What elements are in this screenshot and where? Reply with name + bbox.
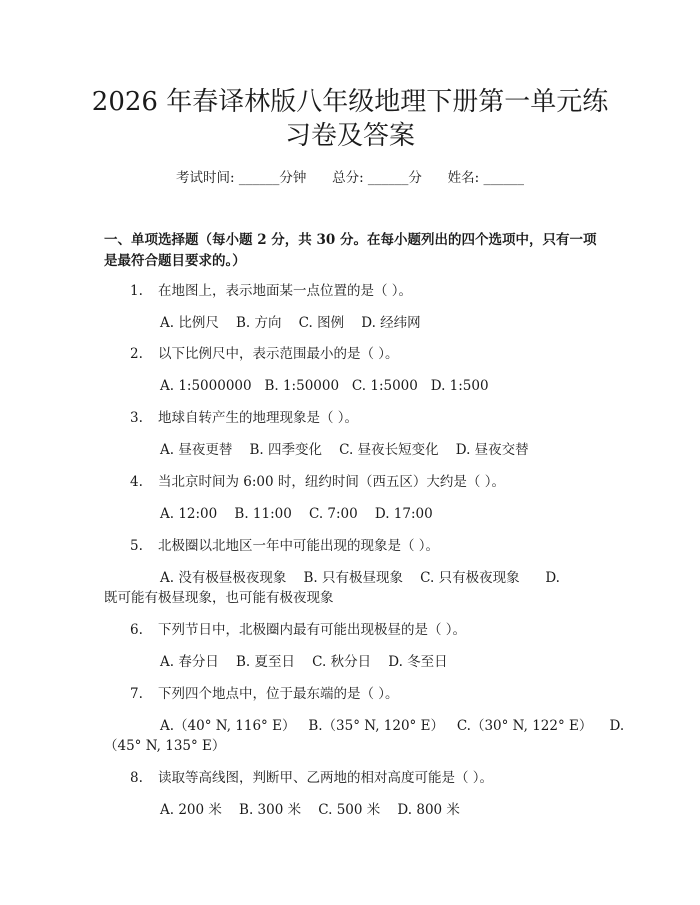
question-5 (130, 536, 439, 557)
question-2-options: A. 1:5000000 B. 1:50000 C. 1:5000 D. 1:500 (160, 378, 489, 394)
question-text: 地球自转产生的地理现象是（ ）。 (158, 410, 359, 426)
question-number: 7. (130, 686, 143, 702)
question-3 (130, 408, 358, 429)
question-7-options-continued: （45° N, 135° E） (104, 738, 226, 754)
question-text: 北极圈以北地区一年中可能出现的现象是（ ）。 (158, 538, 440, 554)
question-4-options: A. 12:00 B. 11:00 C. 7:00 D. 17:00 (160, 506, 433, 522)
question-text: 下列节日中，北极圈内最有可能出现极昼的是（ ）。 (158, 622, 467, 638)
question-7-options: A.（40° N, 116° E） B.（35° N, 120° E） C.（30° N, 122° E） D. (160, 718, 625, 734)
question-number: 1. (130, 283, 143, 299)
question-4 (130, 472, 505, 493)
question-number: 3. (130, 410, 143, 426)
question-6-options: A. 春分日 B. 夏至日 C. 秋分日 D. 冬至日 (160, 654, 448, 670)
document-title-line-2: 习卷及答案 (284, 121, 415, 151)
question-number: 2. (130, 346, 143, 362)
question-8-options: A. 200 米 B. 300 米 C. 500 米 D. 800 米 (160, 802, 460, 818)
question-number: 4. (130, 474, 143, 490)
question-2 (130, 344, 399, 365)
question-5-options: A. 没有极昼极夜现象 B. 只有极昼现象 C. 只有极夜现象 D. (160, 570, 560, 586)
question-text: 以下比例尺中，表示范围最小的是（ ）。 (158, 346, 399, 362)
section-heading-line-1: 一、单项选择题（每小题 2 分，共 30 分。在每小题列出的四个选项中，只有一项 (104, 232, 597, 248)
question-number: 5. (130, 538, 143, 554)
question-7 (130, 684, 399, 705)
exam-meta-line: 考试时间: ______分钟 总分: ______分 姓名: ______ (175, 170, 524, 186)
question-6 (130, 620, 466, 641)
section-heading-line-2: 是最符合题目要求的。） (104, 253, 246, 269)
question-3-options: A. 昼夜更替 B. 四季变化 C. 昼夜长短变化 D. 昼夜交替 (160, 442, 529, 458)
question-number: 8. (130, 770, 143, 786)
question-1 (130, 281, 412, 302)
question-5-options-continued: 既可能有极昼现象，也可能有极夜现象 (104, 590, 334, 606)
question-number: 6. (130, 622, 143, 638)
question-text: 下列四个地点中，位于最东端的是（ ）。 (158, 686, 399, 702)
question-text: 当北京时间为 6:00 时，纽约时间（西五区）大约是（ ）。 (158, 474, 505, 490)
question-1-options: A. 比例尺 B. 方向 C. 图例 D. 经纬网 (160, 315, 421, 331)
question-8 (130, 768, 493, 789)
document-title-line-1: 2026 年春译林版八年级地理下册第一单元练 (91, 87, 609, 117)
question-text: 读取等高线图，判断甲、乙两地的相对高度可能是（ ）。 (158, 770, 494, 786)
question-text: 在地图上，表示地面某一点位置的是（ ）。 (158, 283, 413, 299)
